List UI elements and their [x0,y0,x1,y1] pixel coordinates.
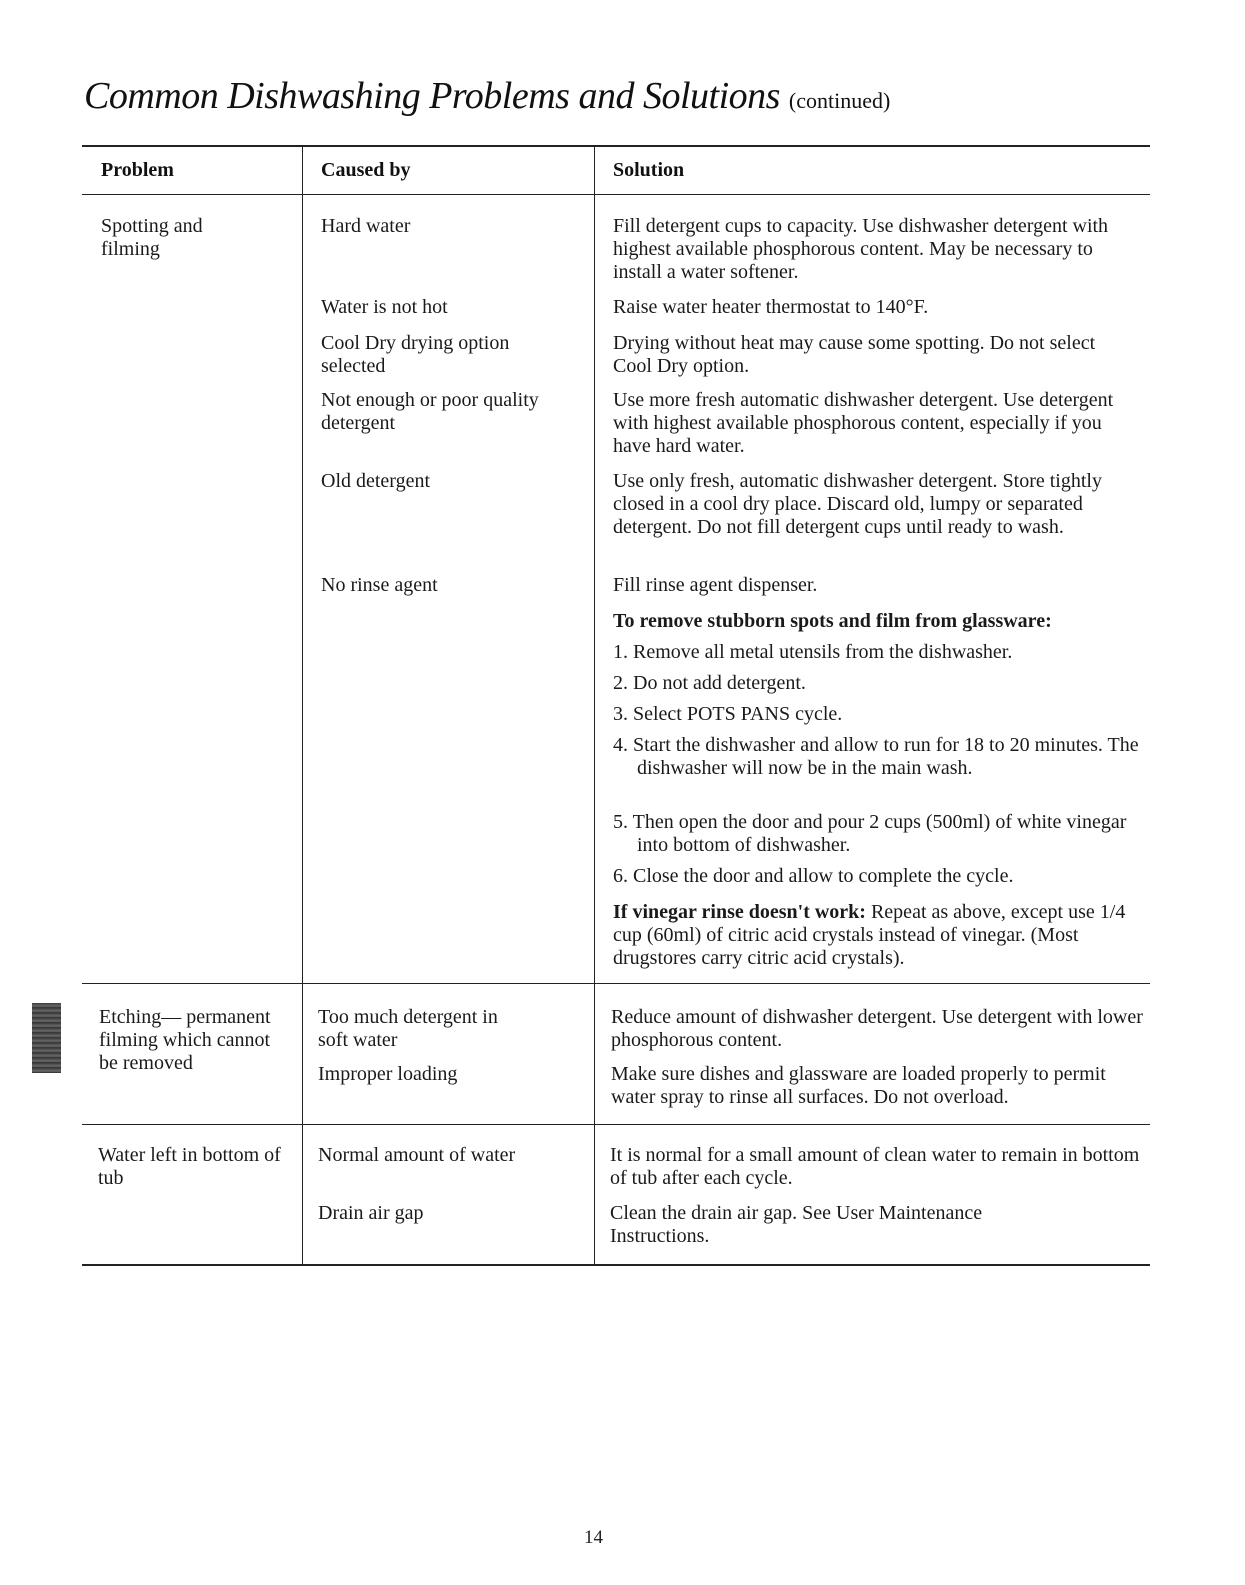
cause-hard-water: Hard water [321,215,411,237]
solution-no-rinse-agent: Fill rinse agent dispenser. [613,574,818,596]
cause-water-not-hot: Water is not hot [321,296,448,318]
cause-cool-dry: Cool Dry drying option selected [321,332,510,377]
page-number: 14 [584,1527,603,1548]
step-3: 3. Select POTS PANS cycle. [613,703,843,725]
stubborn-spots-heading: To remove stubborn spots and film from glassware: [613,610,1052,632]
step-5: 5. Then open the door and pour 2 cups (500ml) of white vinegar into bottom of dishwasher. [613,811,1127,856]
cause-old-detergent: Old detergent [321,470,431,492]
column-header-solution: Solution [613,159,685,181]
solution-water-not-hot: Raise water heater thermostat to 140°F. [613,296,929,318]
title-suffix: (continued) [788,88,891,113]
problem-water-left: Water left in bottom of tub [98,1144,281,1189]
table-bottom-rule [82,1264,1150,1266]
problem-spotting-filming: Spotting and filming [101,215,203,260]
solution-hard-water: Fill detergent cups to capacity. Use dishwasher detergent with highest available phosphorous content. May be necessary to install a water softener. [613,215,1109,283]
title-text: Common Dishwashing Problems and Solutions [84,75,780,117]
step-6: 6. Close the door and allow to complete the cycle. [613,865,1014,887]
table-top-rule [82,145,1150,147]
cause-drain-air-gap: Drain air gap [318,1202,424,1224]
step-1: 1. Remove all metal utensils from the dishwasher. [613,641,1013,663]
column-divider-1 [302,145,303,1264]
solution-improper-loading: Make sure dishes and glassware are loaded properly to permit water spray to rinse all surfaces. Do not overload. [611,1063,1106,1108]
page-title [84,74,890,118]
cause-normal-water: Normal amount of water [318,1144,516,1166]
problem-etching: Etching— permanent filming which cannot be removed [99,1006,271,1074]
cause-too-much-detergent: Too much detergent in soft water [318,1006,498,1051]
section-tab-marker [32,1003,61,1073]
section1-bottom-rule [82,983,1150,984]
column-header-problem: Problem [101,159,174,181]
solution-drain-air-gap: Clean the drain air gap. See User Maintenance Instructions. [610,1202,983,1247]
cause-improper-loading: Improper loading [318,1063,458,1085]
section2-bottom-rule [82,1124,1150,1125]
step-4: 4. Start the dishwasher and allow to run for 18 to 20 minutes. The dishwasher will now be in the main wash. [613,734,1139,779]
solution-poor-detergent: Use more fresh automatic dishwasher detergent. Use detergent with highest available phosphorous content, especially if you have hard water. [613,389,1114,457]
vinegar-rinse-note [613,901,1143,970]
cause-no-rinse-agent: No rinse agent [321,574,438,596]
step-2: 2. Do not add detergent. [613,672,806,694]
vinegar-rinse-heading: If vinegar rinse doesn't work: [613,901,866,923]
solution-too-much-detergent: Reduce amount of dishwasher detergent. Use detergent with lower phosphorous content. [611,1006,1143,1051]
solution-normal-water: It is normal for a small amount of clean water to remain in bottom of tub after each cycle. [610,1144,1140,1189]
header-bottom-rule [82,194,1150,195]
cause-poor-detergent: Not enough or poor quality detergent [321,389,539,434]
vinegar-rinse-text: Repeat as above, except use 1/4 cup (60ml) of citric acid crystals instead of vinegar. (Most drugstores carry citric acid crystals). [613,901,1126,969]
column-divider-2 [594,145,595,1264]
solution-old-detergent: Use only fresh, automatic dishwasher detergent. Store tightly closed in a cool dry place. Discard old, lumpy or separated detergent. Do not fill detergent cups until ready to wash. [613,470,1102,538]
solution-cool-dry: Drying without heat may cause some spotting. Do not select Cool Dry option. [613,332,1096,377]
column-header-caused-by: Caused by [321,159,411,181]
